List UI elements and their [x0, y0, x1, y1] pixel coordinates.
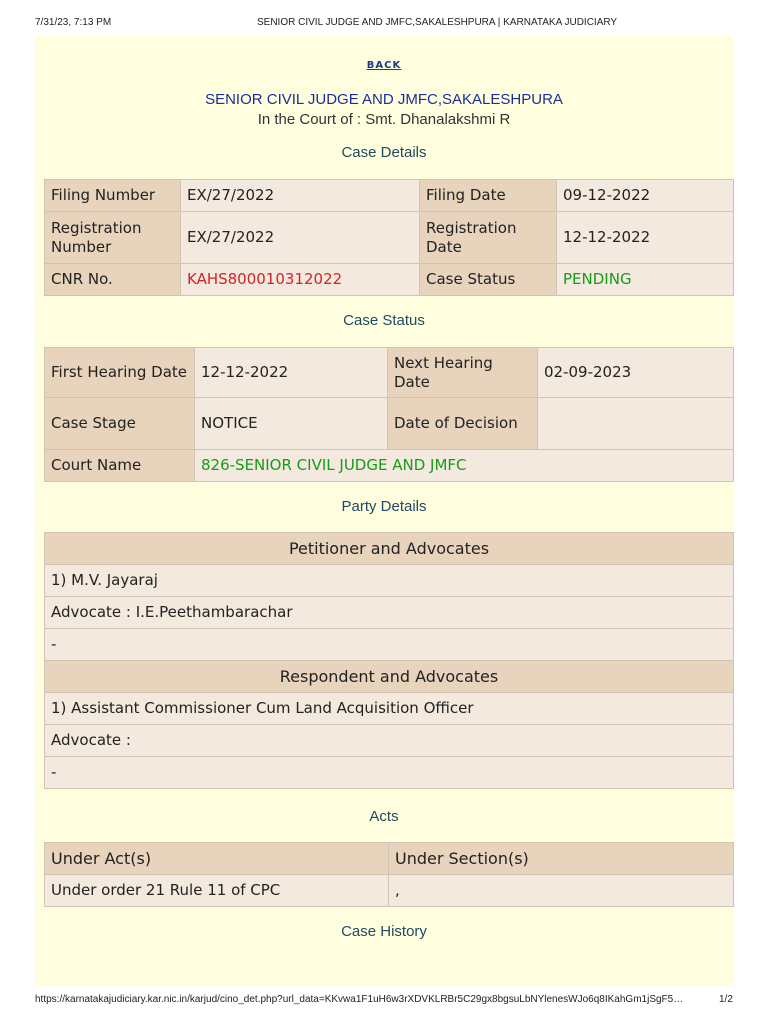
filing-date-value: 09-12-2022 [557, 180, 734, 212]
next-hearing-label: Next Hearing Date [388, 348, 538, 398]
case-status-value: PENDING [557, 264, 734, 296]
first-hearing-label: First Hearing Date [45, 348, 195, 398]
case-stage-label: Case Stage [45, 398, 195, 450]
court-name-label: Court Name [45, 450, 195, 482]
respondent-name: 1) Assistant Commissioner Cum Land Acquisition Officer [45, 693, 734, 725]
petitioner-name: 1) M.V. Jayaraj [45, 565, 734, 597]
section-cell: , [389, 875, 734, 907]
respondent-heading: Respondent and Advocates [45, 661, 734, 693]
act-cell: Under order 21 Rule 11 of CPC [45, 875, 389, 907]
case-status-label: Case Status [420, 264, 557, 296]
petitioner-extra: - [45, 629, 734, 661]
petitioner-heading: Petitioner and Advocates [45, 533, 734, 565]
court-name-value: 826-SENIOR CIVIL JUDGE AND JMFC [195, 450, 734, 482]
case-history-heading: Case History [341, 923, 427, 940]
case-details-table [44, 179, 734, 296]
decision-date-label: Date of Decision [388, 398, 538, 450]
acts-table [44, 842, 734, 907]
print-footer [35, 994, 768, 1008]
registration-number-label: Registration Number [45, 212, 181, 264]
acts-heading: Acts [369, 808, 399, 825]
filing-number-label: Filing Number [45, 180, 181, 212]
petitioner-advocate: Advocate : I.E.Peethambarachar [45, 597, 734, 629]
registration-date-value: 12-12-2022 [557, 212, 734, 264]
print-url: https://karnatakajudiciary.kar.nic.in/karjud/cino_det.php?url_data=KKvwa1F1uH6w3rXDVKLRBr5C29gx8bgsuLbNYlenesWJo6q8IKahGm1jSgF5… [35, 994, 684, 1005]
filing-number-value: EX/27/2022 [181, 180, 420, 212]
respondent-advocate: Advocate : [45, 725, 734, 757]
registration-date-label: Registration Date [420, 212, 557, 264]
print-datetime: 7/31/23, 7:13 PM [35, 17, 112, 28]
court-name: SENIOR CIVIL JUDGE AND JMFC,SAKALESHPURA [205, 91, 563, 108]
col-under-act: Under Act(s) [45, 843, 389, 875]
registration-number-value: EX/27/2022 [181, 212, 420, 264]
back-link[interactable]: BACK [366, 60, 402, 71]
col-under-section: Under Section(s) [389, 843, 734, 875]
filing-date-label: Filing Date [420, 180, 557, 212]
print-page-number: 1/2 [719, 994, 733, 1005]
next-hearing-value: 02-09-2023 [538, 348, 734, 398]
judge-line: In the Court of : Smt. Dhanalakshmi R [257, 111, 511, 128]
print-header [35, 17, 768, 31]
party-details-heading: Party Details [341, 498, 427, 515]
respondent-extra: - [45, 757, 734, 789]
table-row [45, 875, 734, 907]
cnr-value: KAHS800010312022 [181, 264, 420, 296]
print-doc-title: SENIOR CIVIL JUDGE AND JMFC,SAKALESHPURA | KARNATAKA JUDICIARY [257, 17, 618, 28]
case-stage-value: NOTICE [195, 398, 388, 450]
case-status-heading: Case Status [343, 312, 425, 329]
case-details-heading: Case Details [341, 144, 427, 161]
party-details-table [44, 532, 734, 789]
cnr-label: CNR No. [45, 264, 181, 296]
first-hearing-value: 12-12-2022 [195, 348, 388, 398]
page-content [35, 36, 733, 986]
decision-date-value [538, 398, 734, 450]
case-status-table [44, 347, 734, 482]
